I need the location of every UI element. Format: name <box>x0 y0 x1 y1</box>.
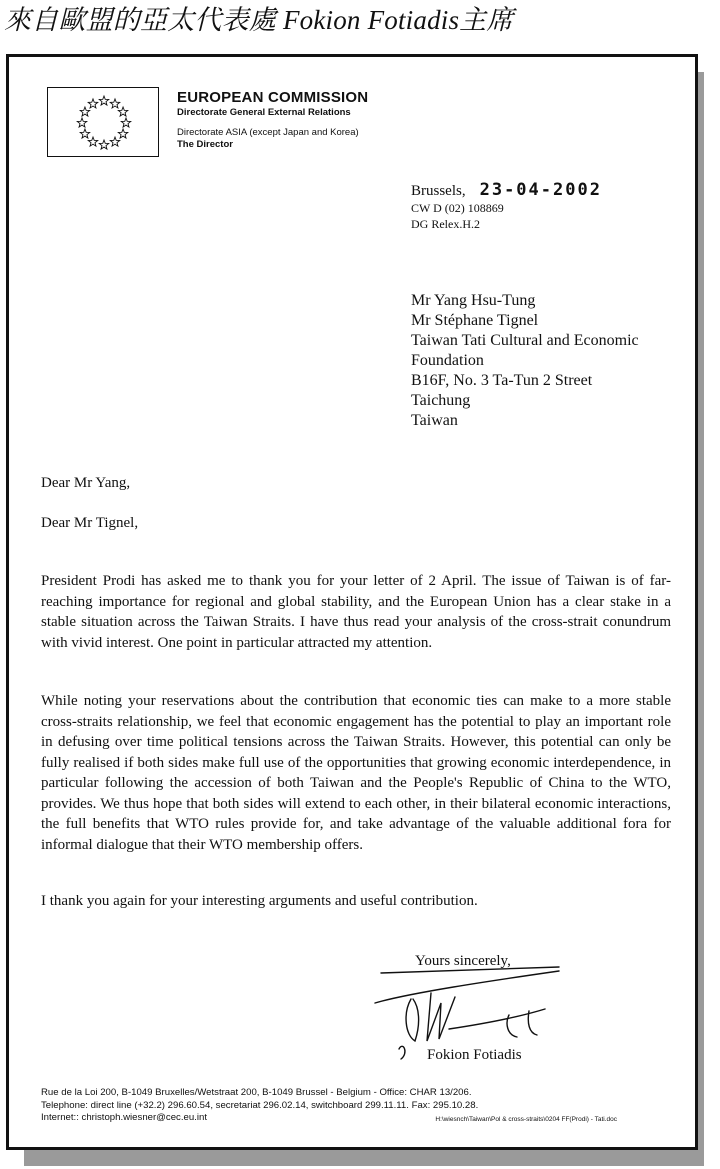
address-line: Mr Yang Hsu-Tung <box>411 292 536 309</box>
date-stamp: 23-04-2002 <box>479 180 602 200</box>
department-code: DG Relex.H.2 <box>411 217 480 231</box>
flag-star-icon <box>77 118 87 127</box>
flag-star-icon <box>121 118 131 127</box>
city: Brussels, <box>411 183 466 199</box>
address-line: B16F, No. 3 Ta-Tun 2 Street <box>411 372 593 389</box>
footer-telephone: Telephone: direct line (+32.2) 296.60.54, secretariat 296.02.14, switchboard 299.11.11. Fax: 295.10.28. <box>41 1099 479 1111</box>
directorate: Directorate ASIA (except Japan and Korea) <box>177 127 359 138</box>
organization-name: EUROPEAN COMMISSION <box>177 89 369 106</box>
flag-star-icon <box>118 129 128 138</box>
directorate-general: Directorate General External Relations <box>177 107 351 118</box>
flag-star-icon <box>88 137 98 146</box>
eu-stars-flag-icon <box>47 87 159 157</box>
paragraph: President Prodi has asked me to thank you for your letter of 2 April. The issue of Taiwan is of far-reaching importance for regional and global stability, and the European Union has a clear stake in a stable situation across the Taiwan Straits. I have thus read your analysis of the cross-strait conundrum with vivid interest. One point in particular attracted my attention. <box>41 573 671 651</box>
closing: Yours sincerely, <box>415 953 511 969</box>
salutation-tignel: Dear Mr Tignel, <box>41 515 139 531</box>
letter-footer <box>41 1087 681 1127</box>
flag-star-icon <box>118 107 128 116</box>
footer-address: Rue de la Loi 200, B-1049 Bruxelles/Wetstraat 200, B-1049 Brussel - Belgium - Office: CHAR 13/206. <box>41 1087 472 1098</box>
flag-star-icon <box>80 129 90 138</box>
flag-star-icon <box>99 140 109 149</box>
address-line: Taiwan Tati Cultural and Economic <box>411 332 639 349</box>
letter-page <box>6 54 698 1150</box>
flag-star-icon <box>99 96 109 105</box>
address-line: Taiwan <box>411 412 458 429</box>
letterhead <box>177 89 368 151</box>
salutation-yang: Dear Mr Yang, <box>41 475 131 491</box>
address-line: Taichung <box>411 392 471 409</box>
footer-file-path: H:\wiesnch\Taiwan\Pol & cross-straits\0204 FF(Prodi) - Tati.doc <box>435 1116 617 1123</box>
address-line: Foundation <box>411 352 484 369</box>
reference-number: CW D (02) 108869 <box>411 201 504 215</box>
flag-star-icon <box>110 99 120 108</box>
signer-name: Fokion Fotiadis <box>427 1047 522 1063</box>
director-role: The Director <box>177 139 233 150</box>
paragraph: I thank you again for your interesting arguments and useful contribution. <box>41 893 478 909</box>
flag-star-icon <box>110 137 120 146</box>
paragraph: While noting your reservations about the contribution that economic ties can make to a more stable cross-straits relationship, we feel that economic engagement has the potential to play an important role in defusing over time political tensions across the Taiwan Straits. However, this potential can only be fully realised if both sides make full use of the opportunities that growing economic interdependence, in particular following the accession of both Taiwan and the People's Republic of China to the WTO, provides. We thus hope that both sides will extend to each other, in their bilateral economic interactions, the full benefits that WTO rules provide for, and take advantage of the valuable additional fora for informal dialogue that their WTO membership offers. <box>41 693 671 853</box>
flag-star-icon <box>80 107 90 116</box>
recipient-address <box>411 291 639 431</box>
address-line: Mr Stéphane Tignel <box>411 312 539 329</box>
flag-star-icon <box>88 99 98 108</box>
letter-meta <box>411 181 602 232</box>
footer-internet: Internet:: christoph.wiesner@cec.eu.int <box>41 1112 207 1123</box>
page-heading: 來自歐盟的亞太代表處 Fokion Fotiadis主席 <box>4 5 514 35</box>
